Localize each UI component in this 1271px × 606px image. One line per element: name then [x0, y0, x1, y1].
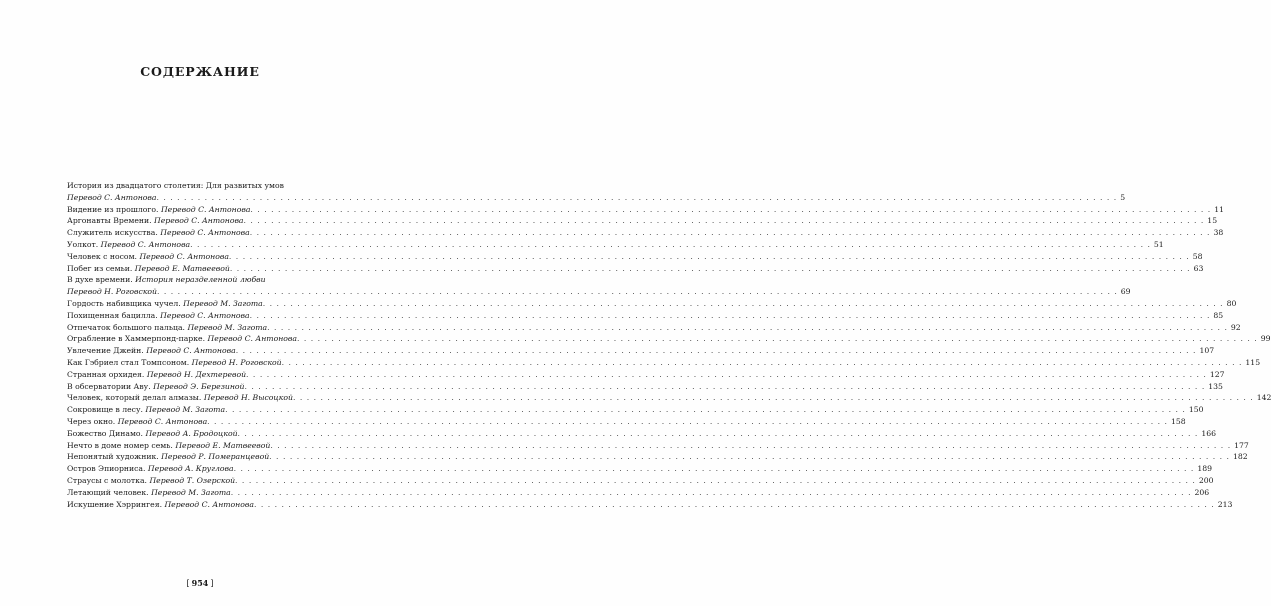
toc-entry-title: Через окно.: [67, 416, 116, 426]
toc-entry-page: 99: [1260, 334, 1271, 344]
dot-leader: [231, 487, 1192, 499]
toc-entry: [67, 404, 1204, 416]
toc-entry-translator: Перевод Т. Озерской: [149, 475, 236, 485]
toc-entry-page: 63: [1193, 263, 1204, 273]
toc-entry-translator: Перевод М. Загота: [183, 298, 263, 308]
dot-leader: [234, 463, 1195, 475]
toc-entry-page: 51: [1153, 239, 1164, 249]
toc-entry: [67, 227, 1224, 239]
toc-entry-page: 142: [1256, 393, 1271, 403]
page-number: [0, 578, 400, 588]
dot-leader: [269, 451, 1230, 463]
toc-entry-title-text: История из двадцатого столетия: Для развитых умов: [67, 181, 284, 190]
dot-leader: [244, 381, 1205, 393]
toc-entry-title: Сокровище в лесу.: [67, 405, 143, 415]
toc-entry: [67, 381, 1223, 393]
folio-bracket-right: ]: [210, 579, 214, 588]
toc-entry-page: 11: [1214, 204, 1224, 214]
dot-leader: [244, 215, 1205, 227]
toc-entry-translator: Перевод С. Антонова: [154, 216, 244, 226]
toc-entry: [67, 274, 1131, 298]
toc-entry: [67, 475, 1214, 487]
toc-entry: [67, 263, 1204, 275]
toc-entry-title: Похищенная бацилла.: [67, 310, 158, 320]
toc-entry-page: 92: [1230, 322, 1241, 332]
toc-entry-translator: Перевод Н. Высоцкой: [203, 393, 293, 403]
toc-entry: [67, 487, 1210, 499]
toc-entry-translator: Перевод С. Антонова: [164, 499, 254, 509]
toc-entry-page: 5: [1120, 192, 1126, 202]
toc-entry-page: 213: [1217, 499, 1233, 509]
toc-entry-page: 115: [1245, 357, 1261, 367]
toc-entry-translator: Перевод Н. Роговской: [67, 287, 157, 297]
table-of-contents: [67, 180, 1271, 510]
toc-entry-translator: Перевод А. Бродоцкой: [145, 428, 238, 438]
toc-entry-translator: Перевод С. Антонова: [146, 346, 236, 356]
toc-entry-title: Человек с носом.: [67, 251, 137, 261]
toc-entry-title: Непонятый художник.: [67, 452, 159, 462]
toc-entry: [67, 416, 1186, 428]
toc-entry-translator: Перевод С. Антонова: [160, 204, 251, 214]
toc-entry: [67, 322, 1241, 334]
toc-entry: [67, 428, 1217, 440]
toc-entry: [67, 357, 1261, 369]
toc-entry-translator: Перевод Э. Березиной: [153, 381, 245, 391]
toc-entry-translator: Перевод С. Антонова: [67, 192, 157, 202]
dot-leader: [230, 263, 1191, 275]
toc-entry: [67, 392, 1271, 404]
dot-leader: [250, 310, 1211, 322]
toc-entry: [67, 180, 1126, 204]
toc-entry-page: 150: [1188, 405, 1204, 415]
toc-entry-title: [67, 180, 330, 192]
toc-entry-translator: Перевод М. Загота: [151, 487, 231, 497]
dot-leader: [190, 239, 1151, 251]
dot-leader: [207, 416, 1168, 428]
dot-leader: [238, 428, 1199, 440]
toc-entry-title: Уолкот.: [67, 239, 99, 249]
dot-leader: [236, 345, 1197, 357]
toc-entry-page: 85: [1213, 310, 1224, 320]
toc-entry: [67, 239, 1164, 251]
toc-entry: [67, 451, 1248, 463]
toc-entry-translator: Перевод С. Антонова: [117, 416, 208, 426]
toc-entry-page: 15: [1207, 216, 1218, 226]
toc-entry-translator: Перевод Н. Дехтеревой: [146, 369, 247, 379]
dot-leader: [225, 404, 1186, 416]
toc-entry-translator: Перевод М. Загота: [187, 322, 268, 332]
toc-entry-title: В обсерватории Аву.: [67, 381, 151, 391]
toc-entry-title: Побег из семьи.: [67, 263, 133, 273]
toc-entry-title: Страусы с молотка.: [67, 475, 147, 485]
toc-entry-title: Аргонавты Времени.: [67, 216, 152, 226]
toc-entry: [67, 251, 1203, 263]
toc-entry-page: 182: [1232, 452, 1248, 462]
toc-entry: [67, 345, 1215, 357]
toc-entry-title: Ограбление в Хаммерпонд-парке.: [67, 334, 206, 344]
toc-entry-page: 158: [1170, 416, 1186, 426]
toc-entry-page: 58: [1192, 251, 1203, 261]
toc-entry-translator: Перевод С. Антонова: [100, 239, 191, 249]
toc-entry-title: Божество Динамо.: [67, 428, 143, 438]
toc-entry-page: 80: [1226, 298, 1237, 308]
toc-entry-title: Нечто в доме номер семь.: [67, 440, 173, 450]
dot-leader: [267, 322, 1228, 334]
toc-entry-translator: Перевод М. Загота: [145, 405, 226, 415]
toc-entry-title: Человек, который делал алмазы.: [67, 393, 202, 403]
toc-entry-translator: Перевод Н. Роговской: [191, 357, 282, 367]
toc-entry-title: Летающий человек.: [67, 487, 149, 497]
toc-entry-page: 200: [1198, 475, 1214, 485]
toc-entry: [67, 298, 1237, 310]
toc-entry-subtitle: История неразделенной любви: [135, 275, 266, 285]
toc-entry: [67, 369, 1225, 381]
toc-entry-page: 177: [1234, 440, 1249, 450]
dot-leader: [254, 499, 1215, 511]
dot-leader: [250, 227, 1211, 239]
toc-entry-title: Странная орхидея.: [67, 369, 145, 379]
toc-entry: [67, 204, 1224, 216]
dot-leader: [250, 204, 1211, 216]
toc-entry-title: Увлечение Джейн.: [67, 346, 144, 356]
dot-leader: [293, 392, 1254, 404]
toc-entry-title: Как Гэбриел стал Томпсоном.: [67, 357, 190, 367]
page-title: СОДЕРЖАНИЕ: [140, 64, 260, 79]
dot-leader: [229, 251, 1190, 263]
toc-entry-title: Остров Эпиорниса.: [67, 464, 146, 474]
toc-entry-page: 166: [1201, 428, 1217, 438]
toc-entry-page: 189: [1197, 464, 1213, 474]
toc-entry: [67, 333, 1271, 345]
dot-leader: [246, 369, 1207, 381]
toc-entry-page: 107: [1199, 346, 1215, 356]
toc-entry-title: Гордость набивщика чучел.: [67, 298, 181, 308]
toc-entry-title-text: В духе времени.: [67, 275, 133, 285]
toc-entry-page: 69: [1120, 287, 1131, 297]
toc-entry-translator: Перевод С. Антонова: [160, 310, 250, 320]
toc-entry: [67, 499, 1233, 511]
toc-entry-translator: Перевод С. Антонова: [207, 334, 297, 344]
toc-entry-title: Видение из прошлого.: [67, 204, 159, 214]
dot-leader: [157, 286, 1118, 298]
toc-entry: [67, 463, 1213, 475]
dot-leader: [263, 298, 1224, 310]
toc-entry-translator: Перевод А. Кругловa: [147, 464, 234, 474]
toc-entry-translator: Перевод С. Антонова: [139, 251, 229, 261]
toc-entry-page: 206: [1194, 487, 1210, 497]
toc-entry-translator: Перевод Е. Матвеевой: [134, 263, 230, 273]
toc-entry-page: 38: [1213, 228, 1224, 238]
toc-entry: [67, 440, 1249, 452]
toc-entry-page: 135: [1208, 381, 1223, 391]
toc-entry-title: Искушение Хэррингея.: [67, 499, 163, 509]
dot-leader: [156, 192, 1117, 204]
toc-entry-translator: Перевод С. Антонова: [160, 228, 250, 238]
folio-bracket-left: [: [186, 579, 190, 588]
folio-number: 954: [191, 578, 209, 588]
toc-entry: [67, 310, 1224, 322]
toc-entry-translator: Перевод Р. Померанцевой: [161, 452, 270, 462]
dot-leader: [282, 357, 1243, 369]
toc-entry-page: 127: [1209, 369, 1225, 379]
toc-entry-title: [67, 274, 330, 286]
dot-leader: [270, 440, 1231, 452]
dot-leader: [235, 475, 1196, 487]
dot-leader: [297, 333, 1258, 345]
toc-entry-title: Служитель искусства.: [67, 228, 158, 238]
toc-entry-title: Отпечаток большого пальца.: [67, 322, 185, 332]
toc-entry: [67, 215, 1218, 227]
toc-entry-translator: Перевод Е. Матвеевой: [175, 440, 271, 450]
